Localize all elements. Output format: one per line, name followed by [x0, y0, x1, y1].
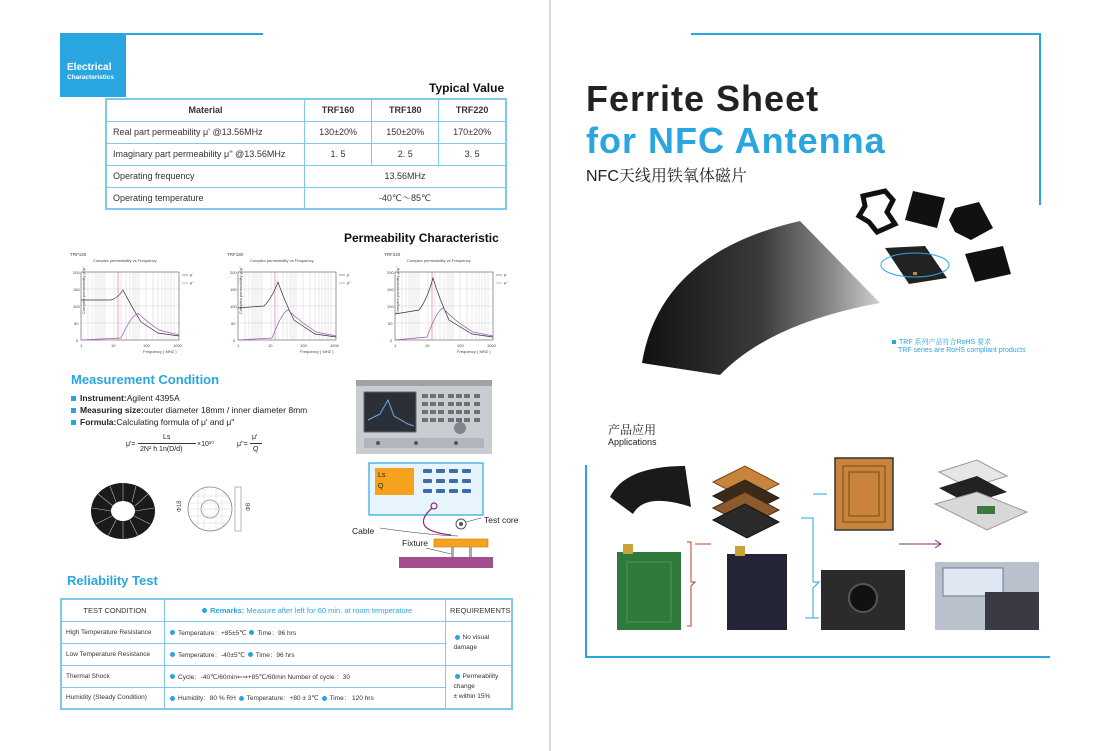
app-ferrite-card [727, 554, 787, 630]
fixture-base [399, 557, 493, 568]
formula-mu2-denominator: Q [253, 446, 259, 453]
chart-svg [220, 250, 370, 360]
chart-ylabel: Complex permeability μ'/μ'' [238, 266, 243, 314]
ytick: 150 [73, 287, 80, 292]
ytick: 100 [387, 304, 394, 309]
list-item [71, 416, 307, 428]
cell: 13.56MHz [304, 165, 506, 187]
rohs-cn [892, 337, 991, 347]
item-text: Agilent 4395A [126, 393, 180, 403]
condition-item: Temperature：-40±5℃ [178, 651, 245, 659]
formula-mu1-denominator: 2N² h 1n(D/d) [140, 446, 183, 453]
requirement-cell [445, 621, 512, 665]
xtick: 1000 [330, 343, 339, 348]
applications-cn: 产品应用 [608, 423, 657, 437]
right-side-border [1039, 33, 1041, 205]
row-label: Operating temperature [106, 187, 304, 209]
test-core-label: Test core [484, 515, 519, 525]
bullet-icon [202, 608, 207, 613]
legend-entry: μ' [504, 272, 508, 277]
dim-outer-label: Φ18 [177, 500, 183, 512]
xtick: 10 [425, 343, 430, 348]
bullet-icon [170, 630, 175, 635]
screen-q: Q [378, 483, 384, 490]
bullet-icon [455, 635, 460, 640]
chart-xlabel: Frequency ( MHZ ) [457, 349, 491, 354]
title-line2: for NFC Antenna [586, 120, 886, 161]
ferrite-sheet [642, 221, 880, 375]
ferrite-frame-part [859, 191, 895, 232]
instrument-bottom-panel [364, 438, 484, 448]
ytick: 0 [76, 338, 79, 343]
ytick: 100 [73, 304, 80, 309]
cell: 2. 5 [372, 143, 439, 165]
applications-en: Applications [608, 437, 657, 447]
test-condition [165, 621, 446, 643]
port [454, 441, 458, 445]
header-trf180: TRF180 [372, 99, 439, 121]
bottom-border [585, 656, 1050, 658]
measurement-title: Measurement Condition [71, 372, 220, 387]
tab-subtitle: Characteristics [67, 74, 114, 81]
xtick: 1000 [487, 343, 496, 348]
toroid-hole [111, 501, 135, 521]
col-requirements: REQUIREMENTS [445, 599, 512, 621]
xtick: 100 [300, 343, 307, 348]
chart-svg [63, 250, 213, 360]
rohs-cn-text: TRF 系列产品符合RoHS 要求 [899, 339, 992, 346]
bullet-icon [71, 396, 76, 401]
legend-entry: μ'' [504, 280, 508, 285]
ytick: 150 [387, 287, 394, 292]
dim-inner-label: Φ8 [246, 502, 252, 511]
bullet-icon [71, 420, 76, 425]
app-phone-exploded [935, 460, 1027, 530]
xtick: 10 [268, 343, 273, 348]
chart-subtitle: Complex permeability vs Frequency [407, 258, 471, 263]
chart-name: TRF160 [70, 252, 87, 257]
port [414, 441, 418, 445]
card-connector [735, 546, 745, 556]
requirement-text: No visual damage [453, 634, 490, 651]
bracket-left [687, 542, 695, 626]
ytick: 200 [73, 270, 80, 275]
instrument-image [356, 380, 492, 454]
title-line1: Ferrite Sheet [586, 78, 820, 119]
condition-item: Humidity：80 % RH [178, 695, 236, 703]
chart-name: TRF220 [384, 252, 401, 257]
requirement-text: Permeability change ± within 15% [453, 672, 499, 700]
legend-entry: μ' [190, 272, 194, 277]
xtick: 1000 [173, 343, 182, 348]
remarks-label: Remarks: [210, 605, 245, 615]
chart-name: TRF180 [227, 252, 244, 257]
phone-screen [943, 568, 1003, 596]
cable-label: Cable [352, 526, 375, 536]
xtick: 1 [394, 343, 397, 348]
test-name: High Temperature Resistance [61, 621, 165, 643]
typical-value-title: Typical Value [429, 81, 505, 95]
ytick: 200 [387, 270, 394, 275]
permeability-title: Permeability Characteristic [344, 231, 499, 245]
ytick: 50 [388, 321, 393, 326]
formula-mu2-numerator: μ' [252, 434, 258, 441]
tab-divider [126, 33, 263, 35]
payment-terminal [985, 592, 1039, 630]
test-condition [165, 665, 446, 687]
ytick: 0 [390, 338, 393, 343]
ring-hatch [189, 487, 231, 531]
item-label: Instrument: [80, 393, 127, 403]
cell: -40℃～85℃ [304, 187, 506, 209]
cell: 130±20% [304, 121, 371, 143]
bullet-icon [892, 340, 896, 344]
port [376, 441, 380, 445]
ytick: 200 [230, 270, 237, 275]
xtick: 100 [457, 343, 464, 348]
item-text: outer diameter 18mm / inner diameter 8mm [143, 405, 308, 415]
cell: 1. 5 [304, 143, 371, 165]
xtick: 1 [237, 343, 240, 348]
app-ferrite-sheet [610, 466, 691, 514]
condition-item: Time： 120 hrs [329, 695, 374, 703]
list-item [71, 392, 307, 404]
remarks-cell [165, 599, 446, 621]
item-label: Measuring size: [80, 405, 144, 415]
condition-item: Time：96 hrs [255, 651, 295, 659]
condition-item: Time：96 hrs [257, 629, 297, 637]
bottom-left-border [585, 465, 587, 658]
measurement-list [71, 392, 307, 428]
row-label: Real part permeability μ' @13.56MHz [106, 121, 304, 143]
chart-trf220 [377, 250, 527, 360]
ferrite-parts-image [855, 188, 1035, 298]
ring-side-view [235, 487, 241, 531]
reliability-title: Reliability Test [67, 573, 158, 588]
tab-title: Electrical [67, 62, 112, 73]
condition-item: Temperature：+80 ± 3℃ [246, 695, 319, 703]
applications-diagram [605, 452, 1045, 642]
ferrite-shaped-part [949, 202, 993, 240]
test-name: Humidity (Steady Condition) [61, 687, 165, 709]
item-label: Formula: [80, 417, 117, 427]
chart-grid [395, 272, 493, 340]
fraction-bar [138, 443, 196, 444]
nfc-card-part [885, 246, 947, 284]
header-material: Material [106, 99, 304, 121]
cell: 170±20% [439, 121, 506, 143]
test-condition [165, 687, 446, 709]
formula-mu2-lhs: μ''= [237, 441, 248, 448]
bullet-icon [170, 696, 175, 701]
chart-subtitle: Complex permeability vs Frequency [250, 258, 314, 263]
legend-entry: μ'' [190, 280, 194, 285]
fixture-post [451, 547, 454, 557]
fixture-top [434, 539, 488, 547]
bullet-icon [71, 408, 76, 413]
bullet-icon [322, 696, 327, 701]
app-nfc-coil [835, 458, 893, 530]
xtick: 1 [80, 343, 83, 348]
chart-ylabel: Complex permeability μ'/μ'' [395, 266, 400, 314]
test-condition [165, 643, 446, 665]
row-label: Operating frequency [106, 165, 304, 187]
fixture-pointer [426, 548, 451, 554]
fixture-post [469, 547, 472, 557]
ytick: 0 [233, 338, 236, 343]
nfc-chip [913, 272, 917, 275]
ytick: 100 [230, 304, 237, 309]
condition-item: Cycle：-40℃/60min⇐⇒+85℃/60min Number of cycle ：30 [178, 673, 350, 681]
header-trf160: TRF160 [304, 99, 371, 121]
ytick: 50 [231, 321, 236, 326]
remarks-text: Measure after left for 60 min. at room temperature [244, 605, 413, 615]
formula-mu1-lhs: μ'= [126, 441, 136, 448]
chart-grid [81, 272, 179, 340]
core-pointer [466, 518, 481, 522]
rohs-en: TRF series are RoHS compliant products [898, 347, 1026, 354]
app-layer-stack [713, 466, 779, 538]
instrument-knob [454, 422, 466, 434]
row-label: Imaginary part permeability μ'' @13.56MHz [106, 143, 304, 165]
typical-value-table [105, 98, 507, 210]
xtick: 10 [111, 343, 116, 348]
formula-mu1-multiplier: ×10¹⁰ [197, 441, 215, 448]
chart-trf180 [220, 250, 370, 360]
chart-trf160 [63, 250, 213, 360]
cell: 3. 5 [439, 143, 506, 165]
test-name: Thermal Shock [61, 665, 165, 687]
bullet-icon [249, 630, 254, 635]
col-condition: TEST CONDITION [61, 599, 165, 621]
electrical-tab [60, 33, 126, 97]
chart-xlabel: Frequency ( MHZ ) [300, 349, 334, 354]
test-setup-diagram [348, 460, 519, 572]
requirement-cell [445, 665, 512, 709]
ytick: 50 [74, 321, 79, 326]
legend-entry: μ' [347, 272, 351, 277]
screen-ls: Ls [378, 472, 386, 479]
toroid-illustration [88, 476, 258, 546]
ferrite-square-part [905, 191, 945, 228]
cell: 150±20% [372, 121, 439, 143]
condition-item: Temperature：+85±5℃ [178, 629, 247, 637]
item-text: Calculating formula of μ' and μ'' [116, 417, 235, 427]
formula-mu1-numerator: Ls [163, 434, 171, 441]
right-top-border [691, 33, 1041, 35]
ferrite-sheet-image [640, 213, 890, 383]
chart-ylabel: Complex permeability μ'/μ'' [81, 266, 86, 314]
fraction-bar [250, 443, 262, 444]
instrument-screen [364, 392, 416, 432]
title-cn: NFC天线用铁氧体磁片 [586, 168, 747, 185]
legend-entry: μ'' [347, 280, 351, 285]
fixture-label: Fixture [402, 538, 428, 548]
ferrite-clip-part [965, 246, 1011, 282]
chart-subtitle: Complex permeability vs Frequency [93, 258, 157, 263]
ytick: 150 [230, 287, 237, 292]
reliability-table [60, 598, 513, 710]
test-core-center [459, 522, 463, 526]
instrument-top [356, 380, 492, 386]
bullet-icon [455, 674, 460, 679]
bullet-icon [170, 674, 175, 679]
header-trf220: TRF220 [439, 99, 506, 121]
test-name: Low Temperature Resistance [61, 643, 165, 665]
bullet-icon [239, 696, 244, 701]
pcb-connector [623, 544, 633, 554]
chart-svg [377, 250, 527, 360]
bullet-icon [170, 652, 175, 657]
list-item [71, 404, 307, 416]
phone-camera [849, 584, 877, 612]
chart-xlabel: Frequency ( MHZ ) [143, 349, 177, 354]
xtick: 100 [143, 343, 150, 348]
bullet-icon [248, 652, 253, 657]
